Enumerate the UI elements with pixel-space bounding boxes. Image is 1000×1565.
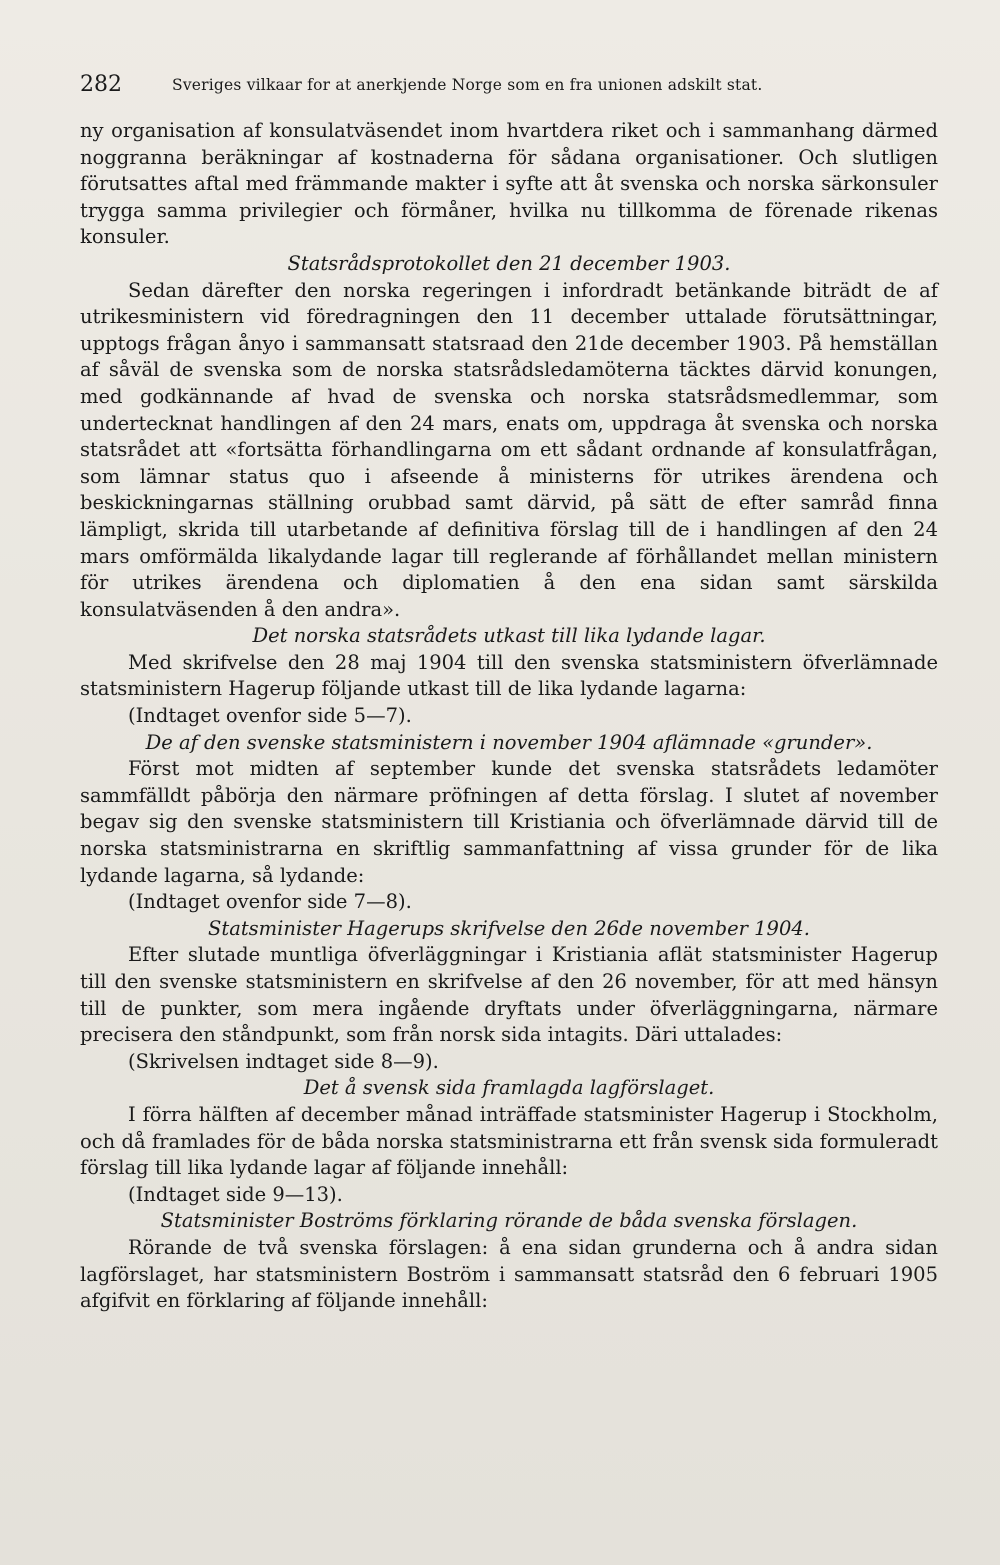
paragraph: ny organisation af konsulatväsendet inom hvartdera riket och i sammanhang därmed noggranna beräkningar af kostnaderna för sådana organisationer. Och slutligen förutsattes aftal med främmande makter i syfte att åt svenska och norska särkonsuler trygga samma privilegier och förmåner, hvilka nu tillkomma de förenade rikenas konsuler. xyxy=(80,119,938,249)
paragraph: Efter slutade muntliga öfverläggningar i Kristiania aflät statsminister Hagerup till den svenske statsministern en skrifvelse af den 26 november, för att med hänsyn till de punkter, som mera ingående dryftats under öfverläggningarna, närmare precisera den ståndpunkt, som från norsk sida intagits. Däri uttalades: xyxy=(80,943,938,1047)
paragraph: (Skrivelsen indtaget side 8—9). xyxy=(128,1049,439,1073)
paragraph: (Indtaget side 9—13). xyxy=(128,1182,343,1206)
running-head: Sveriges vilkaar for at anerkjende Norge som en fra unionen adskilt stat. xyxy=(172,76,763,94)
paragraph: I förra hälften af december månad inträffade statsminister Hagerup i Stockholm, och då framlades för de båda norska statsministrarna ett från svensk sida formuleradt förslag till lika lydande lagar af följande innehåll: xyxy=(80,1102,938,1180)
paragraph: (Indtaget ovenfor side 5—7). xyxy=(128,704,412,728)
section-heading: Statsminister Boströms förklaring rörande de båda svenska förslagen. xyxy=(160,1209,858,1233)
paragraph: Med skrifvelse den 28 maj 1904 till den svenska statsministern öfverlämnade statsministern Hagerup följande utkast till de lika lydande lagarna: xyxy=(80,650,938,701)
paragraph: Sedan därefter den norska regeringen i infordradt betänkande biträdt de af utrikesministern vid föredragningen den 11 december uttalade förutsättningar, upptogs frågan ånyo i sammansatt statsraad den 21de december 1903. På hemställan af såväl de svenska som de norska statsrådsledamöterna täcktes därvid konungen, med godkännande af hvad de svenska och norska statsrådsmedlemmar, som undertecknat handlingen af den 24 mars, enats om, uppdraga åt svenska och norska statsrådet att «fortsätta förhandlingarna om ett sådant ordnande af konsulatfrågan, som lämnar status quo i afseende å ministerns för utrikes ärendena och beskickningarnas ställning orubbad samt därvid, på sätt de efter samråd finna lämpligt, skrida till utarbetande af definitiva förslag till de i handlingen af den 24 mars omförmälda likalydande lagar till reglerande af förhållandet mellan ministern för utrikes ärendena och diplomatien å den ena sidan samt särskilda konsulatväsenden å den andra». xyxy=(80,278,938,621)
paragraph: Först mot midten af september kunde det svenska statsrådets ledamöter sammfälldt påbörja den närmare pröfningen af detta förslag. I slutet af november begav sig den svenske statsministern till Kristiania och öfverlämnade därvid till de norska statsministrarna en skriftlig sammanfattning af vissa grunder för de lika lydande lagarna, så lydande: xyxy=(80,757,938,887)
body-text xyxy=(80,118,938,1315)
section-heading: Det å svensk sida framlagda lagförslaget. xyxy=(303,1076,715,1100)
section-heading: Det norska statsrådets utkast till lika lydande lagar. xyxy=(252,624,766,648)
section-heading: De af den svenske statsministern i november 1904 aflämnade «grunder». xyxy=(145,730,873,754)
section-heading: Statsrådsprotokollet den 21 december 1903. xyxy=(287,251,731,275)
paragraph: Rörande de två svenska förslagen: å ena sidan grunderna och å andra sidan lagförslaget, har statsministern Boström i sammansatt statsråd den 6 februari 1905 afgifvit en förklaring af följande innehåll: xyxy=(80,1235,938,1313)
section-heading: Statsminister Hagerups skrifvelse den 26de november 1904. xyxy=(208,916,810,940)
page-number: 282 xyxy=(80,72,122,97)
paragraph: (Indtaget ovenfor side 7—8). xyxy=(128,890,412,914)
page-header xyxy=(80,72,940,102)
